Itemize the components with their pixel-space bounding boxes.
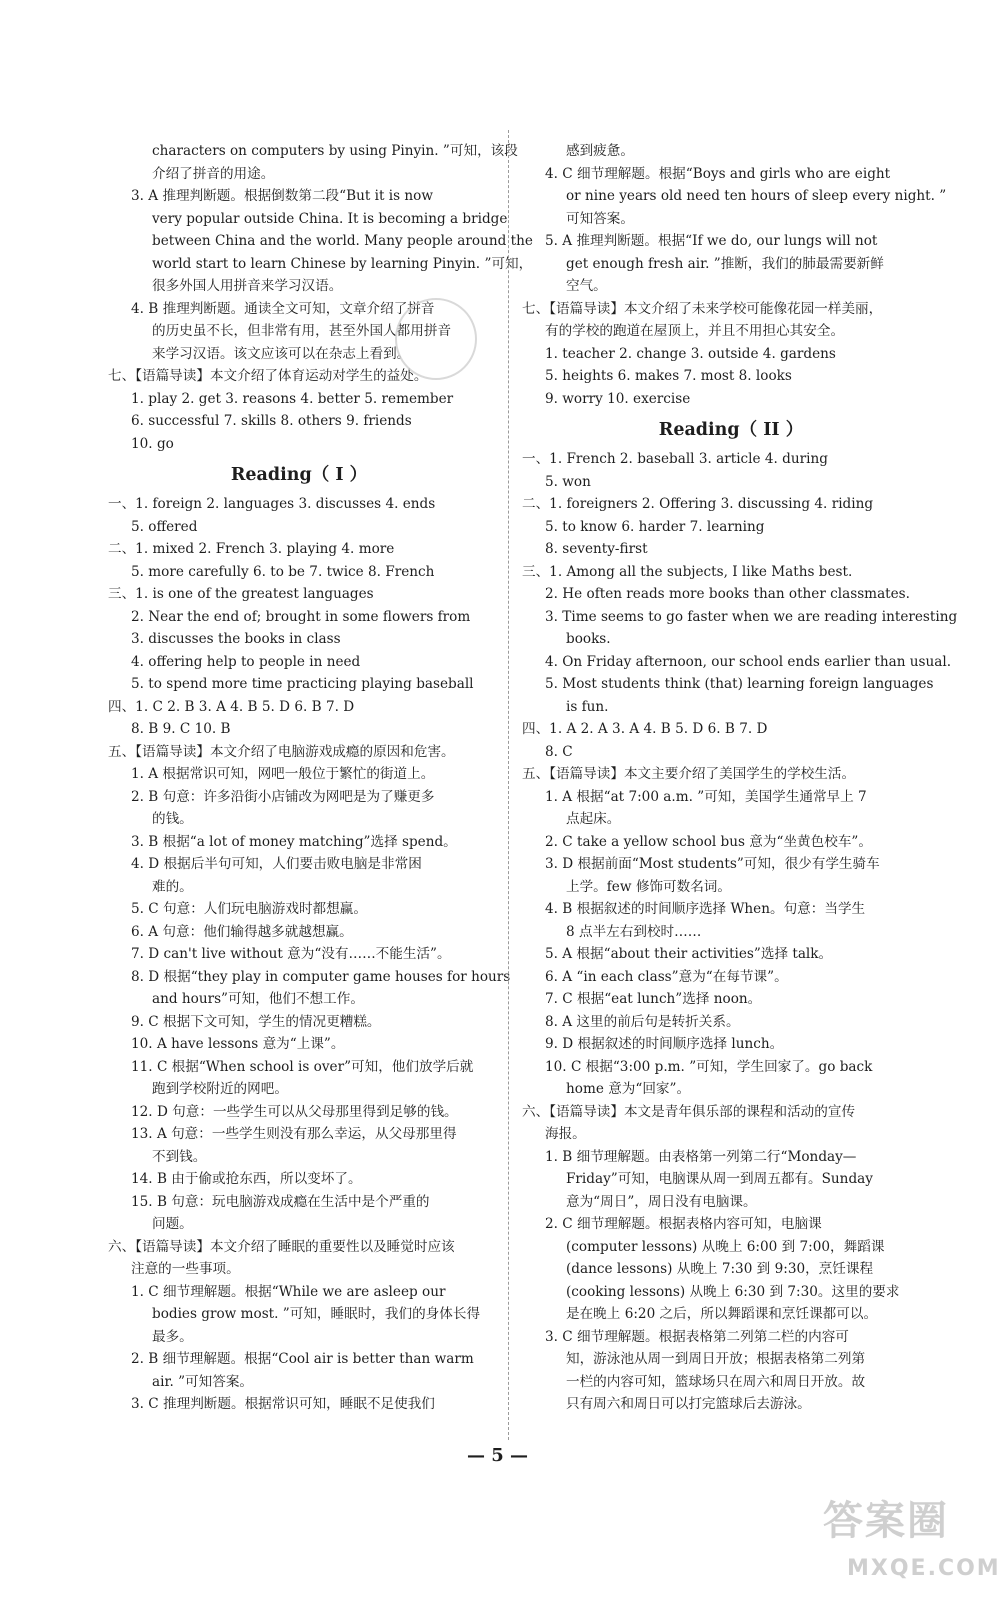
text-line: 9. worry 10. exercise (545, 390, 691, 407)
text-line: 4. B 根据叙述的时间顺序选择 When。句意：当学生 (545, 901, 866, 917)
text-line: 四、1. C 2. B 3. A 4. B 5. D 6. B 7. D (108, 698, 355, 715)
text-line: between China and the world. Many people around the (152, 233, 533, 249)
text-line: 10. go (131, 435, 174, 452)
text-line: 意为“周日”，周日没有电脑课。 (566, 1193, 757, 1210)
text-line: 8. A 这里的前后句是转折关系。 (545, 1013, 740, 1030)
text-line: 2. Near the end of; brought in some flowers from (131, 608, 471, 625)
text-line: 1. B 细节理解题。由表格第一列第二行“Monday— (545, 1148, 857, 1165)
text-line: 的历史虽不长，但非常有用，甚至外国人都用拼音 (152, 323, 452, 339)
text-line: 海报。 (545, 1126, 586, 1142)
text-line: 5. A 推理判断题。根据“If we do, our lungs will not (545, 233, 878, 249)
text-line: 5. won (545, 473, 591, 490)
text-line: 3. A 推理判断题。根据倒数第二段“But it is now (131, 188, 433, 204)
text-line: and hours”可知，他们不想工作。 (152, 991, 364, 1007)
homework-stamp-icon (395, 298, 477, 380)
text-line: 3. Time seems to go faster when we are reading interesting (545, 608, 958, 625)
text-line: 七、【语篇导读】本文介绍了未来学校可能像花园一样美丽， (522, 300, 883, 317)
text-line: 跑到学校附近的网吧。 (152, 1081, 288, 1097)
text-line: 一、1. foreign 2. languages 3. discusses 4. ends (108, 496, 436, 512)
text-line: 7. D can't live without 意为“没有……不能生活”。 (131, 946, 451, 962)
text-line: 5. C 句意：人们玩电脑游戏时都想赢。 (131, 901, 367, 917)
text-line: 难的。 (152, 878, 193, 895)
text-line: 8. C (545, 743, 573, 760)
text-line: 5. offered (131, 518, 198, 535)
text-line: 4. On Friday afternoon, our school ends earlier than usual. (545, 653, 952, 670)
text-line: 3. discusses the books in class (131, 631, 341, 647)
text-line: 5. heights 6. makes 7. most 8. looks (545, 368, 792, 384)
text-line: 10. C 根据“3:00 p.m. ”可知，学生回家了。go back (545, 1058, 873, 1075)
text-line: 6. A 句意：他们输得越多就越想赢。 (131, 923, 353, 940)
text-line: 感到疲惫。 (566, 143, 634, 159)
text-line: 6. successful 7. skills 8. others 9. friends (131, 413, 412, 429)
text-line: 一栏的内容可知，篮球场只在周六和周日开放。故 (566, 1373, 866, 1390)
text-line: 1. C 细节理解题。根据“While we are asleep our (131, 1283, 446, 1300)
text-line: 上学。few 修饰可数名词。 (566, 878, 731, 895)
text-line: home 意为“回家”。 (566, 1081, 691, 1097)
text-line: 4. B 推理判断题。通读全文可知，文章介绍了拼音 (131, 300, 435, 317)
text-line: 3. C 细节理解题。根据表格第二列第二栏的内容可 (545, 1328, 849, 1345)
text-line: 2. C take a yellow school bus 意为“坐黄色校车”。 (545, 833, 872, 850)
text-line: (cooking lessons) 从晚上 6:30 到 7:30。这里的要求 (566, 1283, 900, 1300)
text-line: is fun. (566, 698, 609, 715)
text-line: world start to learn Chinese by learning Pinyin. ”可知， (152, 255, 533, 272)
text-line: 七、【语篇导读】本文介绍了体育运动对学生的益处。 (108, 368, 428, 384)
text-line: 2. C 细节理解题。根据表格内容可知，电脑课 (545, 1216, 822, 1232)
text-line: 三、1. is one of the greatest languages (108, 586, 374, 602)
text-line: 五、【语篇导读】本文介绍了电脑游戏成瘾的原因和危害。 (108, 743, 455, 760)
watermark-url: MXQE.COM (847, 1555, 1001, 1581)
text-line: 六、【语篇导读】本文是青年俱乐部的课程和活动的宣传 (522, 1103, 856, 1120)
text-line: 三、1. Among all the subjects, I like Maths best. (522, 563, 853, 580)
text-line: 5. to know 6. harder 7. learning (545, 518, 765, 535)
text-line: 3. B 根据“a lot of money matching”选择 spend。 (131, 833, 457, 850)
text-line: very popular outside China. It is becoming a bridge (152, 210, 508, 227)
text-line: 6. A “in each class”意为“在每节课”。 (545, 968, 788, 985)
column-divider (508, 130, 509, 1440)
text-line: 问题。 (152, 1216, 193, 1232)
text-line: 只有周六和周日可以打完篮球后去游泳。 (566, 1396, 811, 1412)
text-line: 8 点半左右到校时…… (566, 923, 702, 940)
text-line: 13. A 句意：一些学生则没有那么幸运，从父母那里得 (131, 1126, 457, 1142)
text-line: 一、1. French 2. baseball 3. article 4. during (522, 451, 828, 467)
text-line: 5. A 根据“about their activities”选择 talk。 (545, 946, 833, 962)
text-line: 2. He often reads more books than other classmates. (545, 586, 910, 602)
text-line: 2. B 句意：许多沿街小店铺改为网吧是为了赚更多 (131, 788, 435, 805)
text-line: 1. teacher 2. change 3. outside 4. gardens (545, 345, 836, 362)
text-line: (computer lessons) 从晚上 6:00 到 7:00，舞蹈课 (566, 1238, 885, 1255)
text-line: 3. C 推理判断题。根据常识可知，睡眠不足使我们 (131, 1396, 435, 1412)
text-line: 11. C 根据“When school is over”可知，他们放学后就 (131, 1058, 474, 1075)
text-line: 5. to spend more time practicing playing baseball (131, 676, 474, 692)
text-line: 最多。 (152, 1328, 193, 1345)
text-line: 有的学校的跑道在屋顶上，并且不用担心其安全。 (545, 323, 845, 339)
text-line: 14. B 由于偷或抢东西，所以变坏了。 (131, 1171, 362, 1187)
text-line: get enough fresh air. ”推断，我们的肺最需要新鲜 (566, 255, 884, 272)
text-line: 可知答案。 (566, 210, 634, 227)
text-line: 8. D 根据“they play in computer game houses for hours (131, 968, 511, 985)
text-line: 六、【语篇导读】本文介绍了睡眠的重要性以及睡觉时应该 (108, 1238, 455, 1255)
text-line: 8. seventy-first (545, 541, 648, 557)
text-line: 空气。 (566, 278, 607, 294)
text-line: (dance lessons) 从晚上 7:30 到 9:30，烹饪课程 (566, 1261, 874, 1277)
text-line: 4. offering help to people in need (131, 653, 361, 670)
text-line: air. ”可知答案。 (152, 1373, 254, 1390)
text-line: 五、【语篇导读】本文主要介绍了美国学生的学校生活。 (522, 766, 856, 782)
text-line: 12. D 句意：一些学生可以从父母那里得到足够的钱。 (131, 1103, 458, 1120)
text-line: 15. B 句意：玩电脑游戏成瘾在生活中是个严重的 (131, 1193, 430, 1210)
text-line: 3. D 根据前面“Most students”可知，很少有学生骑车 (545, 856, 880, 872)
text-line: 知，游泳池从周一到周日开放；根据表格第二列第 (566, 1351, 866, 1367)
text-line: 9. D 根据叙述的时间顺序选择 lunch。 (545, 1036, 784, 1052)
text-line: 不到钱。 (152, 1148, 207, 1165)
text-line: 8. B 9. C 10. B (131, 721, 231, 737)
text-line: 介绍了拼音的用途。 (152, 165, 275, 182)
text-line: 二、1. mixed 2. French 3. playing 4. more (108, 541, 395, 557)
text-line: 7. C 根据“eat lunch”选择 noon。 (545, 991, 762, 1007)
page-number: — 5 — (466, 1445, 529, 1466)
text-line: books. (566, 631, 611, 647)
text-line: 10. A have lessons 意为“上课”。 (131, 1036, 345, 1052)
text-line: 2. B 细节理解题。根据“Cool air is better than warm (131, 1351, 474, 1367)
text-line: 来学习汉语。该文应该可以在杂志上看到。 (152, 345, 411, 362)
text-line: 1. A 根据常识可知，网吧一般位于繁忙的街道上。 (131, 766, 435, 782)
text-line: 很多外国人用拼音来学习汉语。 (152, 278, 343, 294)
section-heading: Reading（ II ） (658, 420, 804, 440)
text-line: 是在晚上 6:20 之后，所以舞蹈课和烹饪课都可以。 (566, 1306, 878, 1322)
text-line: 5. Most students think (that) learning foreign languages (545, 676, 934, 692)
text-line: bodies grow most. ”可知，睡眠时，我们的身体长得 (152, 1306, 481, 1322)
text-line: 9. C 根据下文可知，学生的情况更糟糕。 (131, 1013, 381, 1030)
text-line: or nine years old need ten hours of sleep every night. ” (566, 188, 947, 204)
text-line: 1. A 根据“at 7:00 a.m. ”可知，美国学生通常早上 7 (545, 788, 867, 805)
text-line: 4. C 细节理解题。根据“Boys and girls who are eight (545, 165, 891, 182)
text-line: Friday”可知，电脑课从周一到周五都有。Sunday (566, 1171, 873, 1187)
text-line: 点起床。 (566, 811, 621, 827)
text-line: 四、1. A 2. A 3. A 4. B 5. D 6. B 7. D (522, 721, 768, 737)
site-watermark (813, 1492, 1001, 1582)
text-line: 4. D 根据后半句可知，人们要击败电脑是非常困 (131, 856, 422, 872)
right-column (522, 140, 958, 1416)
text-line: characters on computers by using Pinyin. ”可知，该段 (152, 143, 518, 159)
text-line: 5. more carefully 6. to be 7. twice 8. French (131, 563, 435, 580)
watermark-logo-text: 答案圈 (823, 1498, 949, 1544)
text-line: 注意的一些事项。 (131, 1261, 240, 1277)
section-heading: Reading（ I ） (230, 465, 368, 485)
text-line: 二、1. foreigners 2. Offering 3. discussing 4. riding (522, 496, 874, 512)
text-line: 1. play 2. get 3. reasons 4. better 5. remember (131, 390, 454, 407)
text-line: 的钱。 (152, 811, 193, 827)
